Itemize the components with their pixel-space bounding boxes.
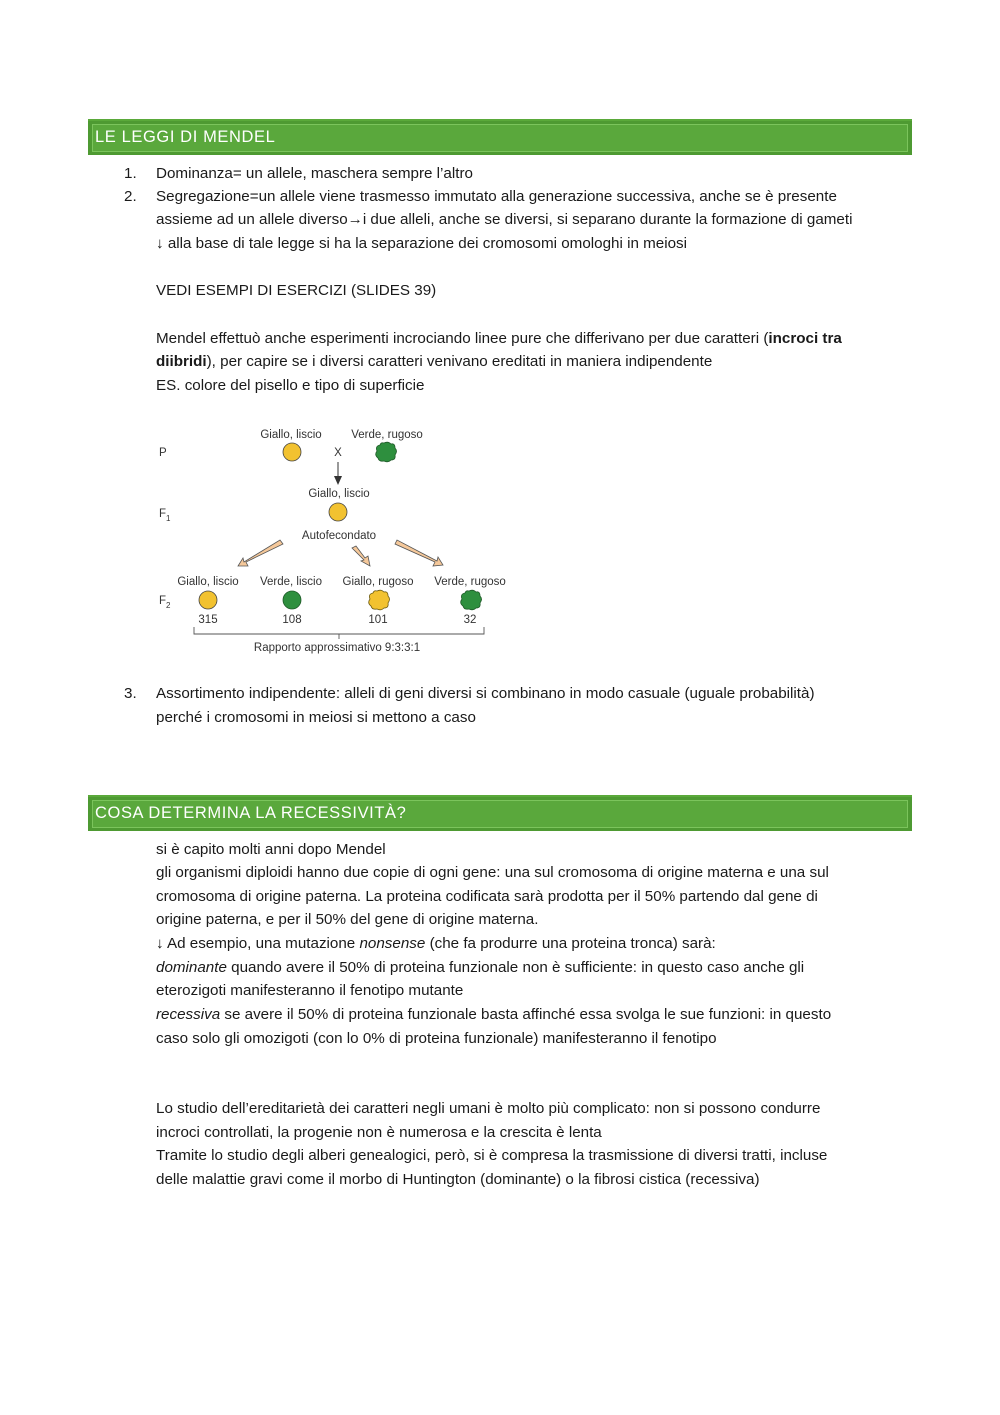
human-heredity-line: delle malattie gravi come il morbo di Huntington (dominante) o la fibrosi cistica (recessiva) <box>156 1171 760 1188</box>
yellow-wrinkled-pea-icon <box>369 590 390 610</box>
arrow-to-f2-4-icon <box>395 540 443 566</box>
dihybrid-bold: incroci tra <box>768 330 842 347</box>
green-smooth-pea-icon <box>283 591 301 609</box>
law-segregation-line: Segregazione=un allele viene trasmesso immutato alla generazione successiva, anche se è presente <box>156 188 837 205</box>
dihybrid-text: ), per capire se i diversi caratteri venivano ereditati in maniera indipendente <box>206 353 713 370</box>
yellow-smooth-pea-icon <box>199 591 217 609</box>
f1-label: Giallo, liscio <box>308 488 370 500</box>
p-left-label: Giallo, liscio <box>260 429 322 441</box>
dihybrid-example: ES. colore del pisello e tipo di superficie <box>156 377 425 394</box>
f2-label: Giallo, liscio <box>177 576 239 588</box>
recessivity-line: gli organismi diploidi hanno due copie di ogni gene: una sul cromosoma di origine materna e una sul <box>156 864 829 881</box>
human-heredity-line: Lo studio dell’ereditarietà dei caratteri negli umani è molto più complicato: non si possono condurre <box>156 1100 821 1117</box>
recessivity-line: si è capito molti anni dopo Mendel <box>156 841 386 858</box>
section-header-leggi-mendel <box>88 119 912 155</box>
dihybrid-paragraph-line <box>156 352 712 372</box>
recessivity-line <box>156 958 804 978</box>
list-number: 1. <box>124 165 137 182</box>
green-wrinkled-pea-icon <box>461 590 482 610</box>
generation-f1-label: $F_1$ <box>159 508 171 523</box>
yellow-smooth-pea-icon <box>283 443 301 461</box>
section-title: LE LEGGI DI MENDEL <box>95 128 276 146</box>
f2-count: 315 <box>198 614 218 626</box>
green-wrinkled-pea-icon <box>376 442 397 462</box>
exercises-note: VEDI ESEMPI DI ESERCIZI (SLIDES 39) <box>156 282 437 299</box>
text: se avere il 50% di proteina funzionale basta affinché essa svolga le sue funzioni: in questo <box>220 1006 832 1023</box>
italic-term: dominante <box>156 959 227 976</box>
yellow-smooth-pea-icon <box>329 503 347 521</box>
recessivity-line: caso solo gli omozigoti (con lo 0% di proteina funzionale) manifesteranno il fenotipo <box>156 1030 717 1047</box>
dihybrid-paragraph-line <box>156 329 842 349</box>
f2-count: 101 <box>368 614 388 626</box>
f2-count: 108 <box>282 614 302 626</box>
law-segregation-line: assieme ad un allele diverso→i due alleli, anche se diversi, si separano durante la formazione di gameti <box>156 211 853 228</box>
ratio-bracket <box>194 627 484 639</box>
arrow-to-f2-1-icon <box>238 540 283 566</box>
f2-count: 32 <box>463 614 477 626</box>
italic-term: recessiva <box>156 1006 221 1023</box>
f2-generation <box>177 576 505 626</box>
recessivity-line: origine paterna, e per il 50% del gene di origine materna. <box>156 911 539 928</box>
recessivity-line <box>156 1005 831 1025</box>
law-independent-assortment-line: Assortimento indipendente: alleli di geni diversi si combinano in modo casuale (uguale probabilità) <box>156 685 815 702</box>
section-title: COSA DETERMINA LA RECESSIVITÀ? <box>95 804 407 822</box>
dihybrid-bold: diibridi <box>156 353 207 370</box>
law-segregation-line: ↓ alla base di tale legge si ha la separazione dei cromosomi omologhi in meiosi <box>156 235 688 252</box>
f2-label: Giallo, rugoso <box>342 576 414 588</box>
text: (che fa produrre una proteina tronca) sarà: <box>425 935 716 952</box>
list-number: 2. <box>124 188 137 205</box>
f2-label: Verde, rugoso <box>434 576 506 588</box>
section-header-recessivita <box>88 795 912 831</box>
dihybrid-text: Mendel effettuò anche esperimenti incrociando linee pure che differivano per due caratteri ( <box>156 330 769 347</box>
arrow-to-f2-3-icon <box>352 546 370 566</box>
recessivity-line: cromosoma di origine paterna. La proteina codificata sarà prodotta per il 50% partendo dal gene di <box>156 888 818 905</box>
cross-symbol: X <box>334 447 342 459</box>
selfing-label: Autofecondato <box>301 530 377 542</box>
p-right-label: Verde, rugoso <box>351 429 423 441</box>
text: ↓ Ad esempio, una mutazione <box>156 935 360 952</box>
human-heredity-line: incroci controllati, la progenie non è numerosa e la crescita è lenta <box>156 1124 602 1141</box>
down-arrow-icon <box>334 476 342 485</box>
generation-f2-label: $F_2$ <box>159 595 171 610</box>
human-heredity-line: Tramite lo studio degli alberi genealogici, però, si è compresa la trasmissione di diversi tratti, incluse <box>156 1147 828 1164</box>
ratio-label: Rapporto approssimativo 9:3:3:1 <box>253 642 421 654</box>
dihybrid-cross-figure <box>152 418 512 662</box>
text: quando avere il 50% di proteina funzionale non è sufficiente: in questo caso anche gli <box>226 959 805 976</box>
list-number: 3. <box>124 685 137 702</box>
italic-term: nonsense <box>359 935 426 952</box>
law-independent-assortment-line: perché i cromosomi in meiosi si mettono a caso <box>156 709 476 726</box>
recessivity-line: eterozigoti manifesteranno il fenotipo mutante <box>156 982 464 999</box>
generation-p-label: P <box>159 447 167 459</box>
f2-label: Verde, liscio <box>259 576 323 588</box>
recessivity-line <box>156 934 716 954</box>
law-dominance: Dominanza= un allele, maschera sempre l’altro <box>156 165 473 182</box>
